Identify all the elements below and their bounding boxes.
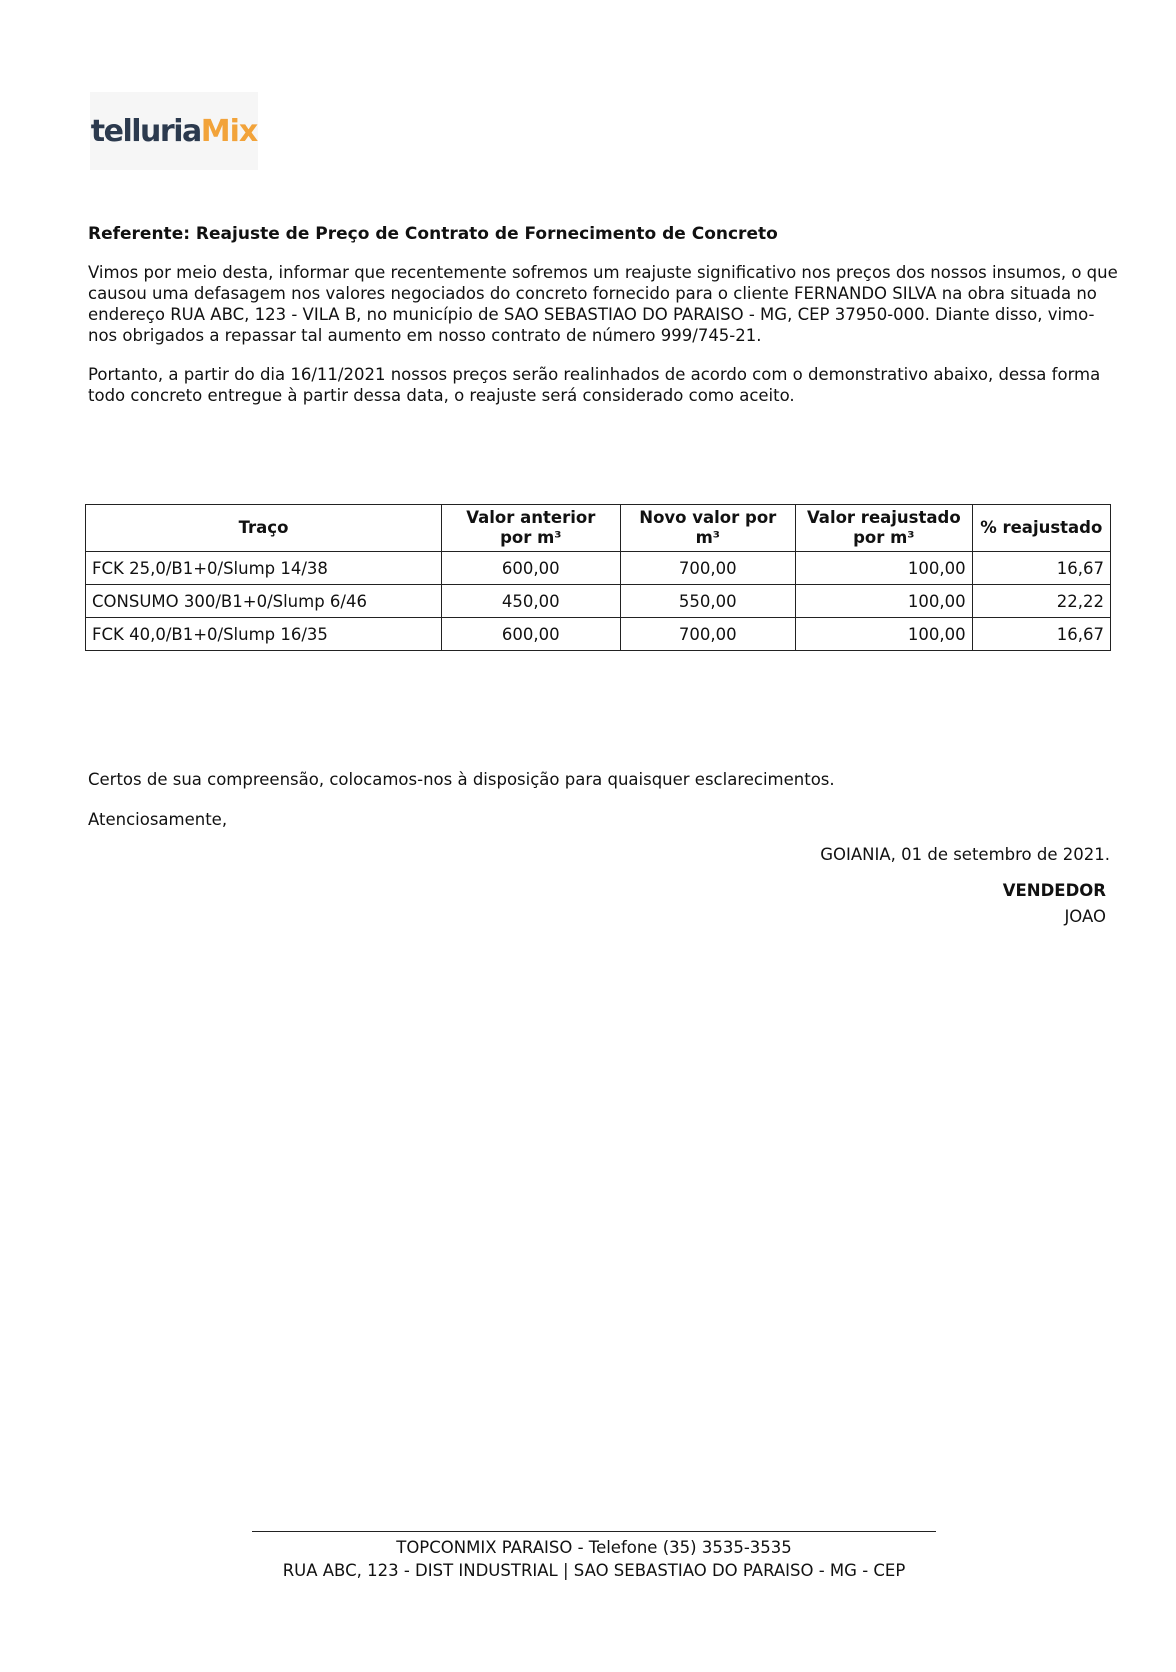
table-row bbox=[86, 618, 1111, 651]
cell-traco: CONSUMO 300/B1+0/Slump 6/46 bbox=[86, 585, 442, 618]
signature-role: VENDEDOR bbox=[1002, 881, 1106, 900]
cell-novo-valor: 550,00 bbox=[620, 585, 796, 618]
price-adjustment-table bbox=[85, 504, 1111, 651]
header-valor-reajustado: Valor reajustado por m³ bbox=[796, 505, 973, 552]
cell-valor-anterior: 600,00 bbox=[442, 618, 621, 651]
cell-percent-reajustado: 22,22 bbox=[972, 585, 1110, 618]
date-line: GOIANIA, 01 de setembro de 2021. bbox=[820, 845, 1110, 864]
header-traco: Traço bbox=[86, 505, 442, 552]
cell-novo-valor: 700,00 bbox=[620, 552, 796, 585]
table-row bbox=[86, 552, 1111, 585]
signature-name: JOAO bbox=[1064, 907, 1106, 926]
logo-text-telluria: telluria bbox=[90, 113, 201, 149]
footer-divider bbox=[252, 1531, 936, 1532]
company-logo bbox=[90, 92, 258, 170]
cell-valor-anterior: 450,00 bbox=[442, 585, 621, 618]
logo-text-mix: Mix bbox=[200, 113, 258, 149]
header-valor-anterior: Valor anterior por m³ bbox=[442, 505, 621, 552]
footer-company-phone: TOPCONMIX PARAISO - Telefone (35) 3535-3535 bbox=[396, 1538, 792, 1557]
cell-valor-reajustado: 100,00 bbox=[796, 585, 973, 618]
cell-percent-reajustado: 16,67 bbox=[972, 618, 1110, 651]
header-percent-reajustado: % reajustado bbox=[972, 505, 1110, 552]
cell-valor-anterior: 600,00 bbox=[442, 552, 621, 585]
cell-valor-reajustado: 100,00 bbox=[796, 618, 973, 651]
footer-address: RUA ABC, 123 - DIST INDUSTRIAL | SAO SEBASTIAO DO PARAISO - MG - CEP bbox=[282, 1561, 906, 1580]
table-header-row bbox=[86, 505, 1111, 552]
body-paragraph-1: Vimos por meio desta, informar que recentemente sofremos um reajuste significativo nos preços dos nossos insumos, o que causou uma defasagem nos valores negociados do concreto fornecido para o cliente FERNANDO SILVA na obra situada no endereço RUA ABC, 123 - VILA B, no município de SAO SEBASTIAO DO PARAISO - MG, CEP 37950-000. Diante disso, vimo-nos obrigados a repassar tal aumento em nosso contrato de número 999/745-21. bbox=[88, 263, 1118, 345]
cell-novo-valor: 700,00 bbox=[620, 618, 796, 651]
cell-valor-reajustado: 100,00 bbox=[796, 552, 973, 585]
cell-percent-reajustado: 16,67 bbox=[972, 552, 1110, 585]
cell-traco: FCK 25,0/B1+0/Slump 14/38 bbox=[86, 552, 442, 585]
header-novo-valor: Novo valor por m³ bbox=[620, 505, 796, 552]
body-paragraph-2: Portanto, a partir do dia 16/11/2021 nossos preços serão realinhados de acordo com o demonstrativo abaixo, dessa forma todo concreto entregue à partir dessa data, o reajuste será considerado como aceito. bbox=[88, 365, 1101, 405]
regards: Atenciosamente, bbox=[88, 810, 228, 829]
letter-subject: Referente: Reajuste de Preço de Contrato de Fornecimento de Concreto bbox=[88, 224, 778, 244]
cell-traco: FCK 40,0/B1+0/Slump 16/35 bbox=[86, 618, 442, 651]
table-row bbox=[86, 585, 1111, 618]
closing-sentence: Certos de sua compreensão, colocamos-nos à disposição para quaisquer esclarecimentos. bbox=[88, 770, 835, 789]
